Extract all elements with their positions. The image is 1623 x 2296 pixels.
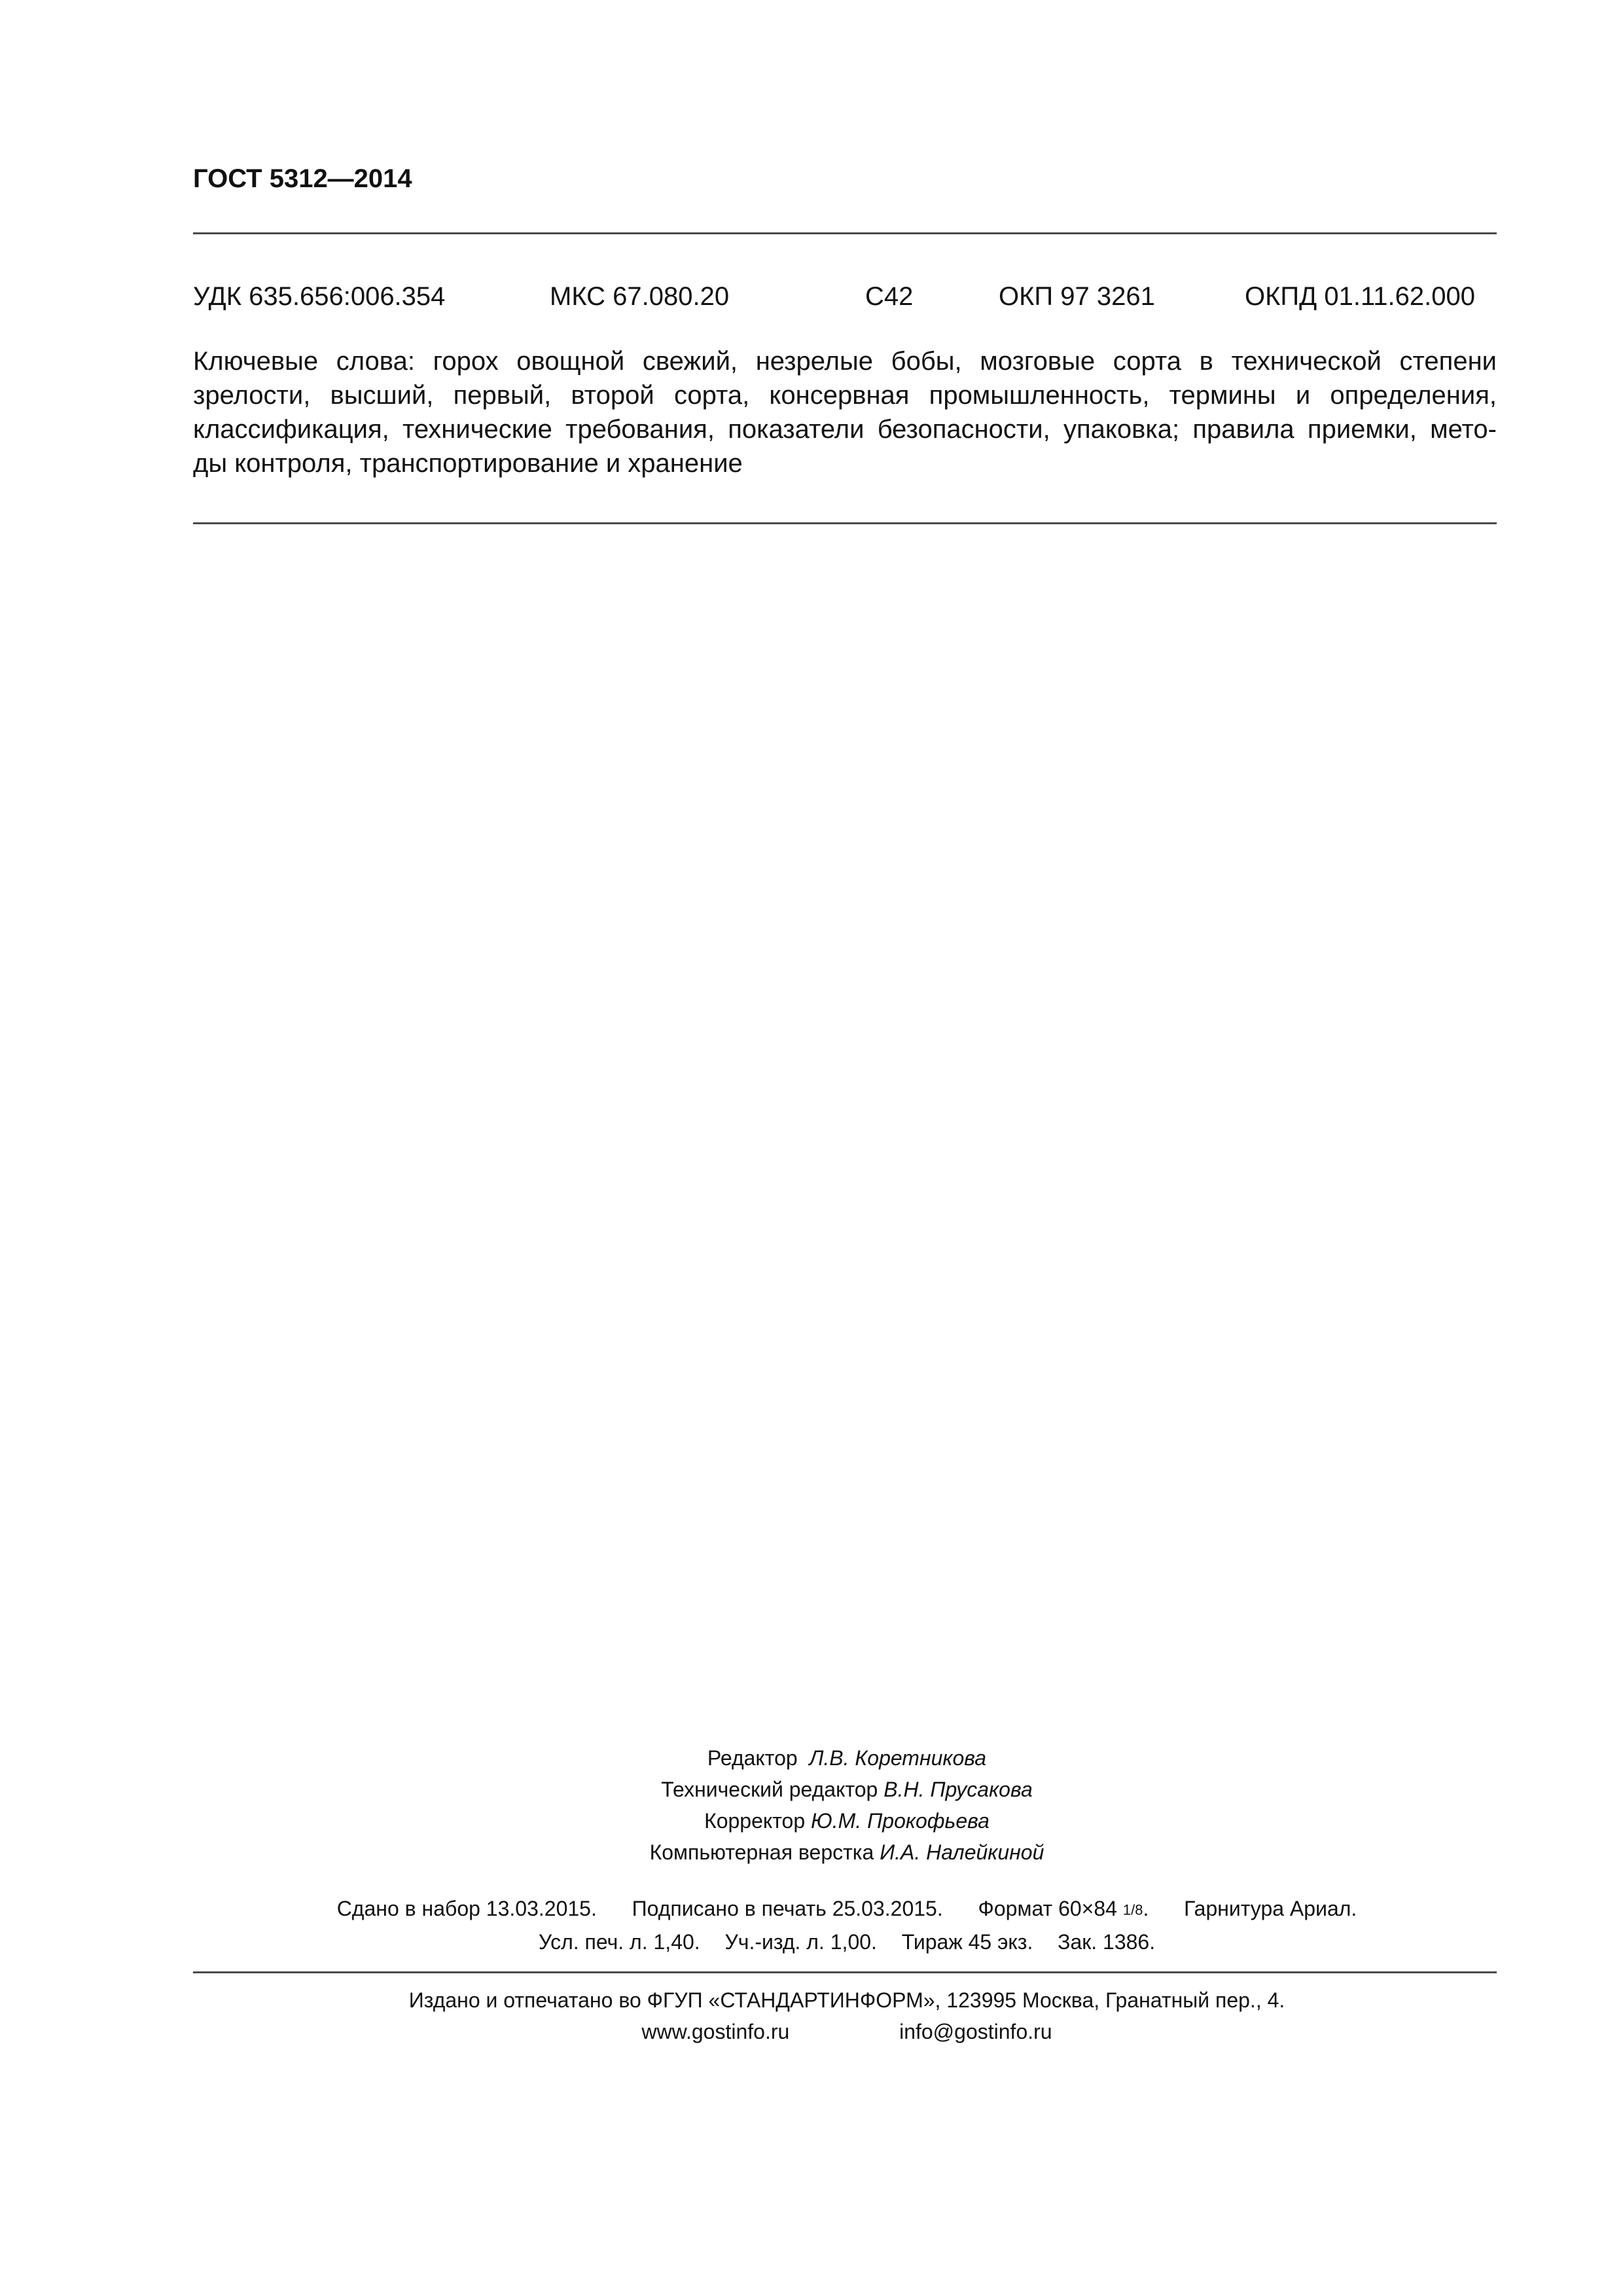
signed-date: Подписано в печать 25.03.2015. xyxy=(632,1897,943,1920)
keywords-block xyxy=(193,344,1497,480)
okpd-code: ОКПД 01.11.62.000 xyxy=(1245,282,1475,311)
top-divider xyxy=(193,232,1497,234)
publisher-block xyxy=(0,1984,1623,2047)
middle-divider xyxy=(193,522,1497,524)
publisher-line: Издано и отпечатано во ФГУП «СТАНДАРТИНФОРМ», 123995 Москва, Гранатный пер., 4. xyxy=(408,1988,1285,2012)
keywords-line: классификация, технические требования, показатели безопасности, упаковка; правила приемки, мето- xyxy=(193,415,1497,444)
order-number: Зак. 1386. xyxy=(1058,1929,1156,1954)
keywords-line: зрелости, высший, первый, второй сорта, консервная промышленность, термины и определения, xyxy=(193,381,1497,410)
tech-editor-name: В.Н. Прусакова xyxy=(883,1778,1033,1801)
editor-label: Редактор xyxy=(707,1746,798,1770)
keywords-line: ды контроля, транспортирование и хранение xyxy=(193,449,743,478)
mks-code: МКС 67.080.20 xyxy=(550,282,730,311)
keywords-line: Ключевые слова: горох овощной свежий, незрелые бобы, мозговые сорта в технической степени xyxy=(193,347,1497,376)
print-info-block xyxy=(0,1893,1623,1958)
editor-line xyxy=(0,1742,1623,1774)
print-info-line-2 xyxy=(0,1926,1623,1958)
credits-block xyxy=(0,1742,1623,1868)
typeface: Гарнитура Ариал. xyxy=(1184,1897,1357,1920)
layout-line xyxy=(0,1837,1623,1868)
website-link[interactable]: www.gostinfo.ru xyxy=(641,2020,790,2043)
corrector-label: Корректор xyxy=(704,1809,806,1833)
corrector-name: Ю.М. Прокофьева xyxy=(811,1809,990,1833)
print-sheets: Усл. печ. л. 1,40. xyxy=(538,1929,700,1954)
c-code: С42 xyxy=(865,282,914,311)
format-fraction: 1/8 xyxy=(1122,1901,1143,1918)
email-link[interactable]: info@gostinfo.ru xyxy=(899,2020,1052,2043)
layout-name: И.А. Налейкиной xyxy=(880,1840,1044,1864)
corrector-line xyxy=(0,1805,1623,1837)
udk-code: УДК 635.656:006.354 xyxy=(193,282,446,311)
submitted-date: Сдано в набор 13.03.2015. xyxy=(336,1897,597,1920)
print-info-line-1: Сдано в набор 13.03.2015. Подписано в печать 25.03.2015. Формат 60×84 1/8. Гарнитура Ариал. xyxy=(336,1897,1357,1920)
okp-code: ОКП 97 3261 xyxy=(999,282,1155,311)
publisher-contacts xyxy=(0,2016,1623,2047)
tech-editor-label: Технический редактор xyxy=(661,1778,878,1801)
publisher-sheets: Уч.-изд. л. 1,00. xyxy=(724,1929,877,1954)
editor-name: Л.В. Коретникова xyxy=(809,1746,987,1770)
paper-format: Формат 60×84 xyxy=(978,1897,1117,1920)
print-run: Тираж 45 экз. xyxy=(901,1929,1033,1954)
layout-label: Компьютерная верстка xyxy=(649,1840,874,1864)
tech-editor-line xyxy=(0,1774,1623,1805)
bottom-divider xyxy=(193,1971,1497,1973)
document-title: ГОСТ 5312—2014 xyxy=(193,164,412,193)
